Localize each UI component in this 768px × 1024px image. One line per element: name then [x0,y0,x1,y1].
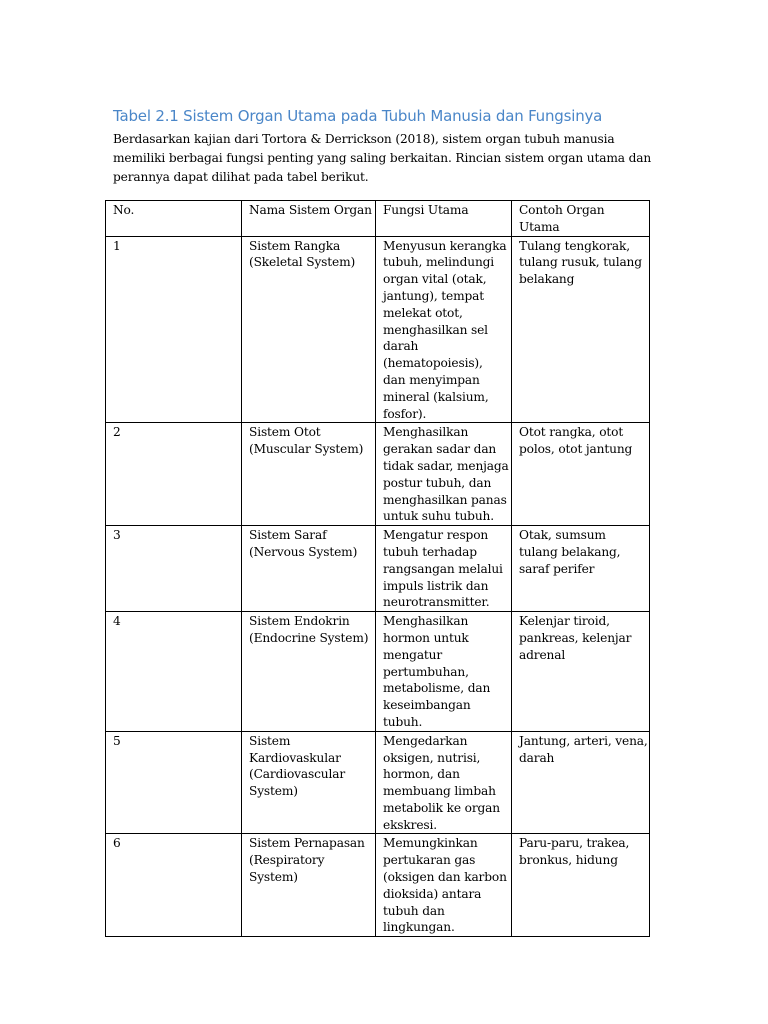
cell-organ-system-name-line: (Nervous System) [249,544,358,559]
header-main-function-line: Fungsi Utama [383,203,469,217]
cell-organ-system-name-line: Sistem Otot [249,425,321,440]
cell-organ-system-name-line: System) [249,784,298,799]
cell-main-function-line: dioksida) antara [383,886,482,901]
cell-organ-system-name-line: Sistem Rangka [249,238,341,253]
cell-main-function-line: tubuh terhadap [383,544,477,559]
cell-no-line: 4 [113,614,121,629]
cell-organ-system-name-line: Sistem [249,733,291,748]
cell-main-function-line: darah [383,339,419,354]
cell-main-function [376,526,512,612]
cell-example-organs-line: Otot rangka, otot [519,425,624,440]
cell-organ-system-name-line: Sistem Pernapasan [249,836,365,851]
cell-main-function-line: metabolisme, dan [383,681,491,696]
cell-main-function-line: menghasilkan sel [383,322,488,337]
cell-main-function-line: mineral (kalsium, [383,389,489,404]
intro-line: perannya dapat dilihat pada tabel berikut. [113,170,369,184]
cell-no [106,612,242,732]
cell-main-function-line: lingkungan. [383,920,455,935]
cell-main-function-line: untuk suhu tubuh. [383,509,494,524]
cell-no-line: 6 [113,836,121,851]
cell-organ-system-name-line: Kardiovaskular [249,750,341,765]
header-example-organs-line: Utama [519,219,560,234]
cell-main-function-line: oksigen, nutrisi, [383,750,481,765]
cell-main-function [376,236,512,423]
cell-main-function-line: rangsangan melalui [383,561,503,576]
cell-example-organs-line: darah [519,750,555,765]
cell-main-function-line: metabolik ke organ [383,800,500,815]
cell-example-organs-line: Kelenjar tiroid, [519,614,610,629]
cell-example-organs-line: polos, otot jantung [519,442,633,457]
cell-main-function [376,612,512,732]
cell-organ-system-name-line: (Respiratory [249,853,325,868]
table-caption-heading: Tabel 2.1 Sistem Organ Utama pada Tubuh Manusia dan Fungsinya [113,107,603,125]
cell-organ-system-name-line: (Cardiovascular [249,767,346,782]
cell-main-function-line: Menghasilkan [383,425,469,440]
cell-main-function-line: gerakan sadar dan [383,442,497,457]
cell-no [106,731,242,834]
table-row [106,423,650,526]
intro-line: memiliki berbagai fungsi penting yang saling berkaitan. Rincian sistem organ utama dan [113,151,652,165]
header-organ-system-name-line: Nama Sistem Organ [249,203,372,217]
table-row [106,834,650,937]
cell-main-function-line: Menghasilkan [383,614,469,629]
header-example-organs [512,201,650,237]
cell-main-function-line: melekat otot, [383,305,463,320]
cell-example-organs-line: Paru-paru, trakea, [519,836,630,851]
cell-main-function-line: pertumbuhan, [383,664,469,679]
header-organ-system-name [242,201,376,237]
cell-example-organs-line: adrenal [519,647,566,662]
cell-main-function-line: tidak sadar, menjaga [383,458,509,473]
cell-main-function-line: dan menyimpan [383,372,480,387]
cell-main-function-line: menghasilkan panas [383,492,507,507]
organ-system-table [105,200,650,937]
cell-main-function [376,731,512,834]
cell-main-function-line: organ vital (otak, [383,272,487,287]
cell-organ-system-name [242,236,376,423]
cell-main-function-line: tubuh. [383,714,423,729]
header-no-line: No. [113,203,135,217]
header-main-function [376,201,512,237]
cell-organ-system-name-line: (Skeletal System) [249,255,356,270]
header-example-organs-line: Contoh Organ [519,203,605,217]
cell-example-organs-line: Jantung, arteri, vena, [519,733,648,748]
cell-no-line: 1 [113,238,121,253]
cell-organ-system-name-line: (Endocrine System) [249,630,369,645]
cell-main-function-line: neurotransmitter. [383,595,490,610]
cell-main-function-line: hormon, dan [383,767,460,782]
cell-main-function-line: Memungkinkan [383,836,478,851]
cell-main-function-line: impuls listrik dan [383,578,489,593]
cell-no-line: 2 [113,425,121,440]
cell-example-organs [512,834,650,937]
cell-no-line: 3 [113,528,121,543]
cell-organ-system-name [242,526,376,612]
cell-main-function [376,834,512,937]
table-row [106,236,650,423]
table-row [106,612,650,732]
cell-organ-system-name-line: System) [249,870,298,885]
cell-example-organs-line: Tulang tengkorak, [519,238,630,253]
cell-main-function [376,423,512,526]
cell-example-organs-line: belakang [519,272,575,287]
cell-example-organs [512,526,650,612]
cell-no [106,834,242,937]
cell-main-function-line: hormon untuk [383,630,469,645]
intro-line: Berdasarkan kajian dari Tortora & Derrickson (2018), sistem organ tubuh manusia [113,132,615,146]
intro-paragraph [113,130,658,187]
cell-main-function-line: (hematopoiesis), [383,356,483,371]
cell-main-function-line: fosfor). [383,406,427,421]
cell-example-organs [512,731,650,834]
cell-main-function-line: Menyusun kerangka [383,238,507,253]
cell-no [106,526,242,612]
cell-main-function-line: keseimbangan [383,698,471,713]
table-body [106,201,650,937]
cell-organ-system-name [242,423,376,526]
cell-no-line: 5 [113,733,121,748]
cell-main-function-line: tubuh, melindungi [383,255,495,270]
cell-main-function-line: ekskresi. [383,817,437,832]
cell-organ-system-name [242,612,376,732]
table-row [106,526,650,612]
cell-example-organs-line: tulang belakang, [519,544,621,559]
cell-example-organs-line: tulang rusuk, tulang [519,255,642,270]
cell-main-function-line: postur tubuh, dan [383,475,492,490]
cell-organ-system-name [242,834,376,937]
cell-example-organs-line: Otak, sumsum [519,528,606,543]
table-header-row [106,201,650,237]
cell-no [106,423,242,526]
cell-main-function-line: Mengedarkan [383,733,468,748]
cell-main-function-line: mengatur [383,647,443,662]
cell-main-function-line: membuang limbah [383,784,496,799]
cell-example-organs [512,612,650,732]
cell-main-function-line: tubuh dan [383,903,445,918]
cell-organ-system-name-line: Sistem Saraf [249,528,327,543]
cell-example-organs-line: bronkus, hidung [519,853,618,868]
cell-organ-system-name [242,731,376,834]
cell-example-organs-line: pankreas, kelenjar [519,630,632,645]
cell-main-function-line: (oksigen dan karbon [383,870,507,885]
cell-main-function-line: jantung), tempat [383,288,485,303]
cell-main-function-line: Mengatur respon [383,528,489,543]
cell-example-organs [512,423,650,526]
cell-organ-system-name-line: Sistem Endokrin [249,614,350,629]
cell-organ-system-name-line: (Muscular System) [249,442,364,457]
cell-example-organs-line: saraf perifer [519,561,595,576]
table-row [106,731,650,834]
header-no [106,201,242,237]
cell-example-organs [512,236,650,423]
cell-no [106,236,242,423]
cell-main-function-line: pertukaran gas [383,853,476,868]
